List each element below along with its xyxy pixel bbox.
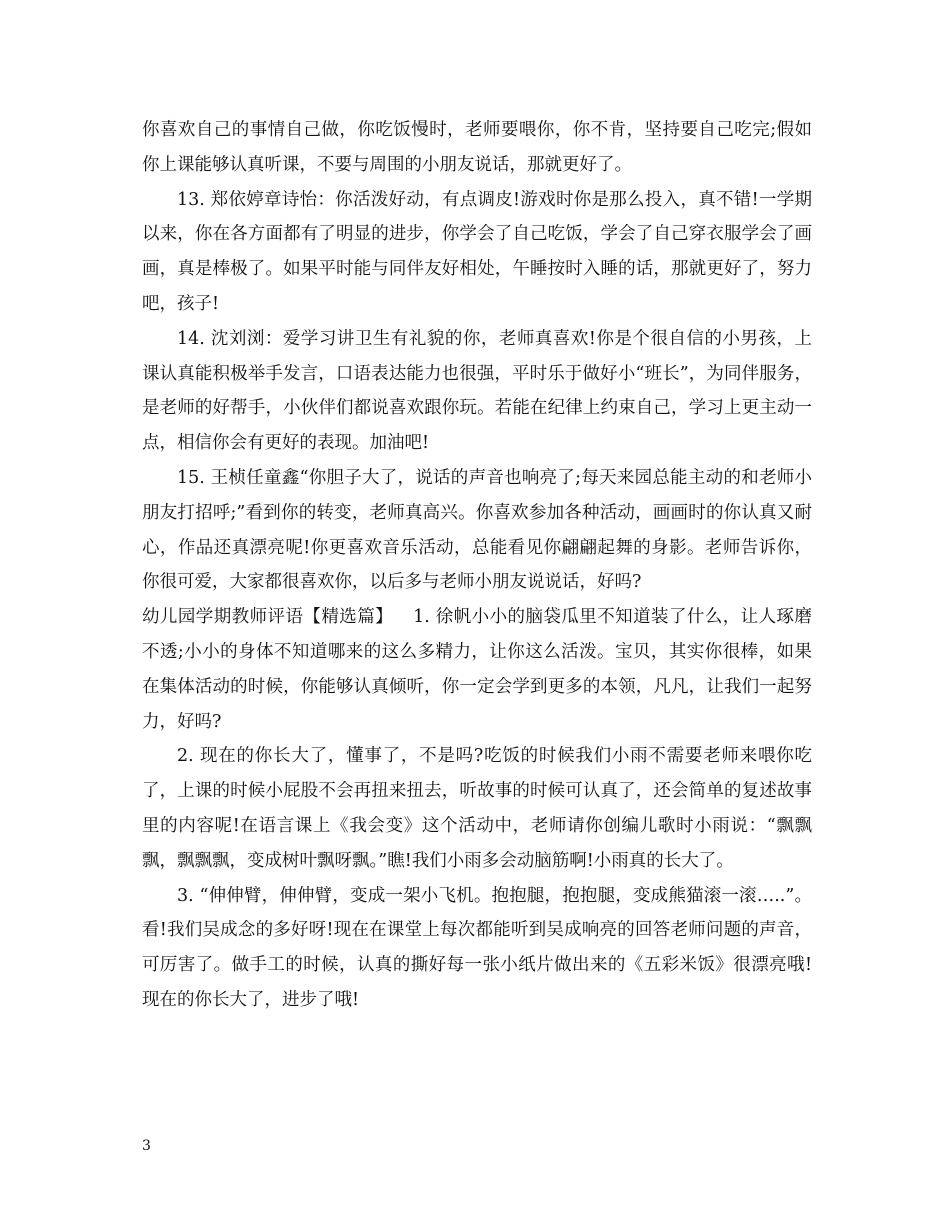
paragraph-13: 13. 郑依婷章诗怡：你活泼好动，有点调皮!游戏时你是那么投入，真不错!一学期以来，你在各方面都有了明显的进步，你学会了自己吃饭，学会了自己穿衣服学会了画画，真是棒极了。如果平时能与同伴友好相处，午睡按时入睡的话，那就更好了，努力吧，孩子!: [142, 189, 812, 314]
paragraph-14: 14. 沈刘浏：爱学习讲卫生有礼貌的你，老师真喜欢!你是个很自信的小男孩，上课认真能积极举手发言，口语表达能力也很强，平时乐于做好小“班长”，为同伴服务，是老师的好帮手，小伙伴们都说喜欢跟你玩。若能在纪律上约束自己，学习上更主动一点，相信你会有更好的表现。加油吧!: [142, 328, 812, 454]
paragraph-15: 15. 王桢任童鑫“你胆子大了，说话的声音也响亮了;每天来园总能主动的和老师小朋友打招呼;”看到你的转变，老师真高兴。你喜欢参加各种活动，画画时的你认真又耐心，作品还真漂亮呢!你更喜欢音乐活动，总能看见你翩翩起舞的身影。老师告诉你，你很可爱，大家都很喜欢你，以后多与老师小朋友说说话，好吗?: [142, 467, 812, 593]
section-first-item: 1. 徐帆小小的脑袋瓜里不知道装了什么，让人琢磨不透;小小的身体不知道哪来的这么多精力，让你这么活泼。宝贝，其实你很棒，如果在集体活动的时候，你能够认真倾听，你一定会学到更多的本领，凡凡，让我们一起努力，好吗?: [142, 607, 812, 732]
page-number: 3: [142, 1138, 151, 1154]
section-paragraph: [142, 600, 812, 739]
section-heading: 幼儿园学期教师评语【精选篇】: [142, 607, 394, 628]
paragraph-2: 2. 现在的你长大了，懂事了，不是吗?吃饭的时候我们小雨不需要老师来喂你吃了，上课的时候小屁股不会再扭来扭去，听故事的时候可认真了，还会简单的复述故事里的内容呢!在语言课上《我会变》这个活动中，老师请你创编儿歌时小雨说：“飘飘飘，飘飘飘，变成树叶飘呀飘。”瞧!我们小雨多会动脑筋啊!小雨真的长大了。: [142, 746, 812, 871]
paragraph-3: 3. “伸伸臂，伸伸臂，变成一架小飞机。抱抱腿，抱抱腿，变成熊猫滚一滚…..”。看!我们吴成念的多好呀!现在在课堂上每次都能听到吴成响亮的回答老师问题的声音，可厉害了。做手工的时候，认真的撕好每一张小纸片做出来的《五彩米饭》很漂亮哦!现在的你长大了，进步了哦!: [142, 885, 812, 1010]
document-body: [142, 113, 812, 1018]
paragraph-continuation: 你喜欢自己的事情自己做，你吃饭慢时，老师要喂你，你不肯，坚持要自己吃完;假如你上课能够认真听课，不要与周围的小朋友说话，那就更好了。: [142, 120, 812, 175]
